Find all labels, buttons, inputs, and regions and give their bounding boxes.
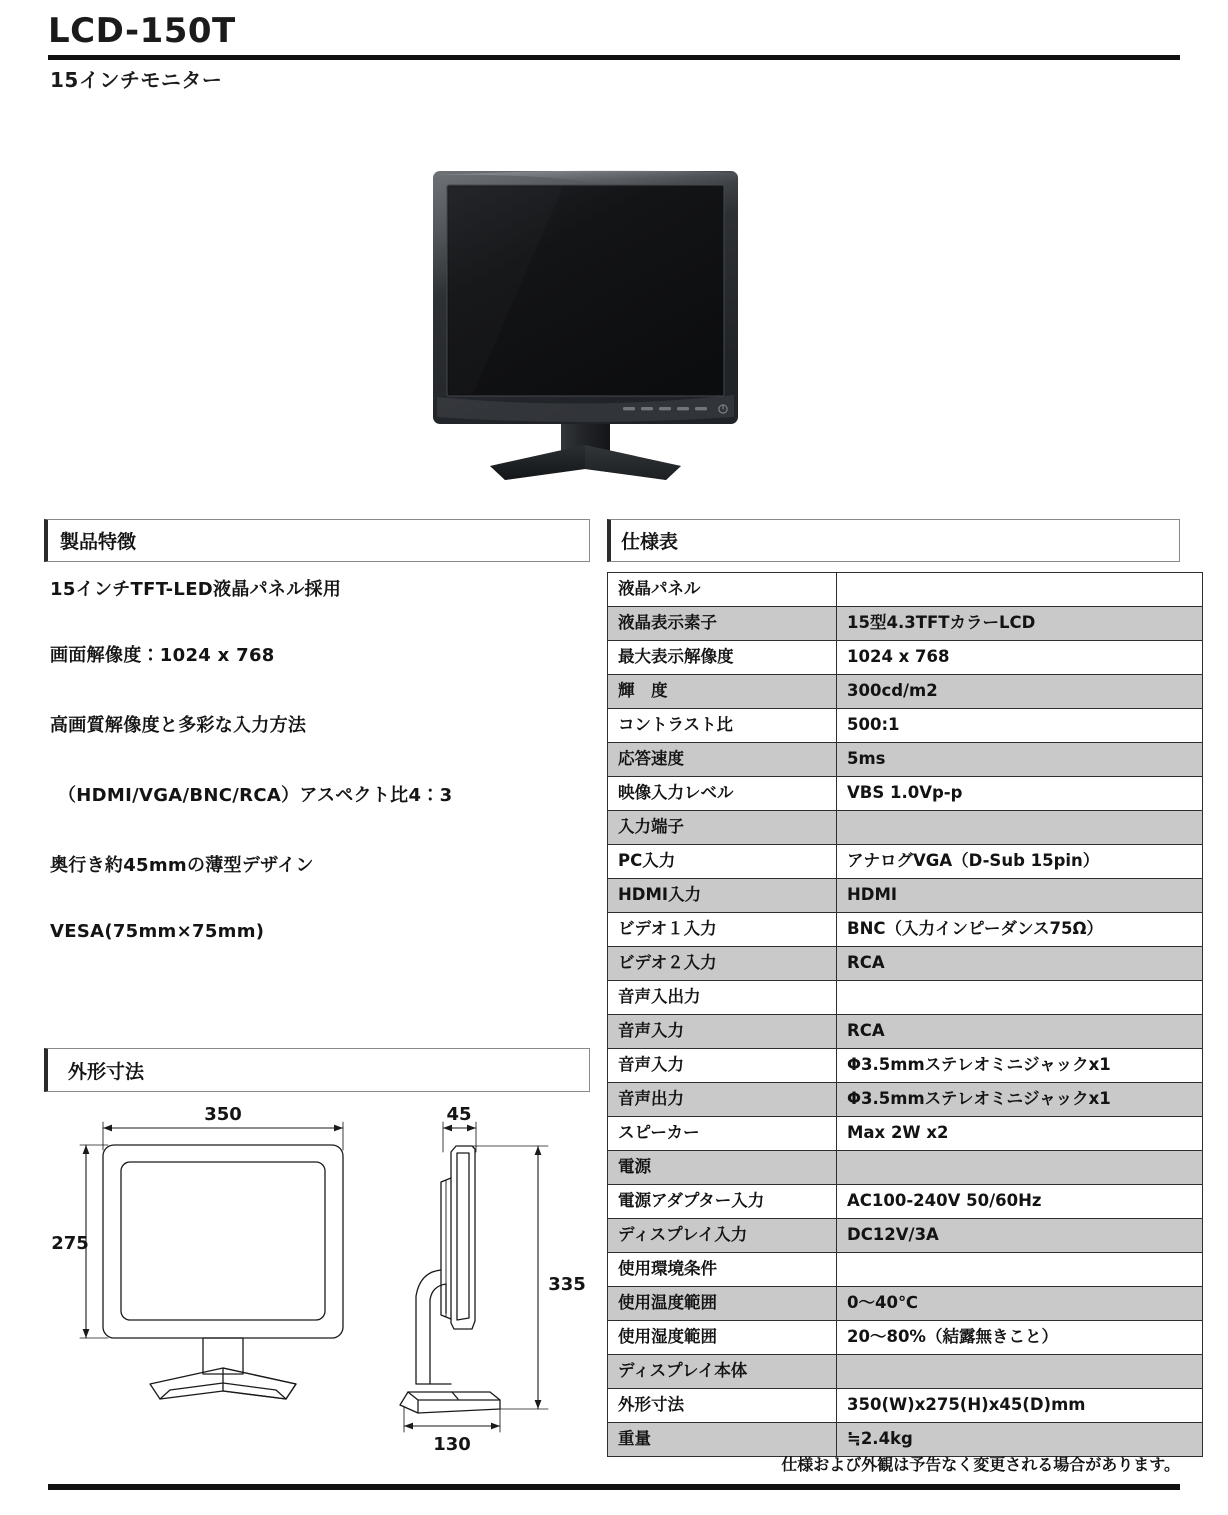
table-row (608, 981, 1203, 1015)
feature-item: 15インチTFT-LED液晶パネル採用 (50, 579, 342, 600)
title-divider-rule (48, 55, 1180, 60)
spec-disclaimer-note: 仕様および外観は予告なく変更される場合があります。 (781, 1455, 1180, 1474)
spec-value-cell: ≒2.4kg (837, 1423, 1203, 1457)
table-row (608, 1015, 1203, 1049)
spec-value-cell: VBS 1.0Vp-p (837, 777, 1203, 811)
features-list (50, 575, 595, 942)
spec-value-cell: 500:1 (837, 709, 1203, 743)
table-row (608, 1151, 1203, 1185)
table-row (608, 1287, 1203, 1321)
table-row (608, 845, 1203, 879)
table-row (608, 1355, 1203, 1389)
table-row (608, 913, 1203, 947)
monitor-photo-svg (413, 155, 773, 485)
section-header-dimensions-label: 外形寸法 (68, 1060, 145, 1083)
feature-item: 高画質解像度と多彩な入力方法 (50, 715, 307, 736)
dimension-label-front-height: 275 (51, 1233, 89, 1254)
spec-value-cell: 5ms (837, 743, 1203, 777)
spec-label-cell: 電源 (608, 1151, 837, 1185)
table-row (608, 641, 1203, 675)
table-row (608, 1389, 1203, 1423)
spec-value-cell (837, 1253, 1203, 1287)
spec-value-cell: Φ3.5mmステレオミニジャックx1 (837, 1049, 1203, 1083)
spec-label-cell: 応答速度 (608, 743, 837, 777)
spec-value-cell (837, 573, 1203, 607)
spec-value-cell (837, 811, 1203, 845)
feature-item: （HDMI/VGA/BNC/RCA）アスペクト比4：3 (58, 785, 453, 806)
spec-label-cell: 最大表示解像度 (608, 641, 837, 675)
spec-label-cell: HDMI入力 (608, 879, 837, 913)
spec-label-cell: 音声入力 (608, 1049, 837, 1083)
table-row (608, 675, 1203, 709)
spec-value-cell: RCA (837, 1015, 1203, 1049)
spec-label-cell: ビデオ１入力 (608, 913, 837, 947)
table-row (608, 1185, 1203, 1219)
dimension-label-base-depth: 130 (433, 1434, 471, 1455)
page-title: LCD-150T (48, 11, 236, 51)
spec-label-cell: 外形寸法 (608, 1389, 837, 1423)
dimension-drawing (48, 1100, 596, 1460)
spec-value-cell: BNC（入力インピーダンス75Ω） (837, 913, 1203, 947)
table-row (608, 709, 1203, 743)
spec-value-cell (837, 1151, 1203, 1185)
spec-label-cell: 音声出力 (608, 1083, 837, 1117)
spec-value-cell (837, 1355, 1203, 1389)
table-row (608, 879, 1203, 913)
dimension-label-side-height: 335 (548, 1274, 586, 1295)
spec-value-cell: 300cd/m2 (837, 675, 1203, 709)
spec-label-cell: 電源アダプター入力 (608, 1185, 837, 1219)
spec-label-cell: PC入力 (608, 845, 837, 879)
spec-label-cell: 使用湿度範囲 (608, 1321, 837, 1355)
footer-divider-rule (48, 1484, 1180, 1490)
spec-label-cell: スピーカー (608, 1117, 837, 1151)
table-row (608, 1083, 1203, 1117)
spec-value-cell: Φ3.5mmステレオミニジャックx1 (837, 1083, 1203, 1117)
table-row (608, 1219, 1203, 1253)
feature-item: 画面解像度：1024 x 768 (50, 645, 275, 666)
spec-value-cell: HDMI (837, 879, 1203, 913)
table-row (608, 777, 1203, 811)
table-row (608, 1321, 1203, 1355)
table-row (608, 573, 1203, 607)
spec-value-cell: 350(W)x275(H)x45(D)mm (837, 1389, 1203, 1423)
table-row (608, 1117, 1203, 1151)
spec-label-cell: 輝 度 (608, 675, 837, 709)
dimension-label-front-width: 350 (204, 1104, 242, 1125)
feature-item: 奥行き約45mmの薄型デザイン (50, 855, 314, 876)
feature-item: VESA(75mm×75mm) (50, 921, 265, 942)
spec-label-cell: 入力端子 (608, 811, 837, 845)
spec-value-cell: 20～80%（結露無きこと） (837, 1321, 1203, 1355)
spec-value-cell: Max 2W x2 (837, 1117, 1203, 1151)
title-block (48, 11, 1188, 51)
spec-value-cell: DC12V/3A (837, 1219, 1203, 1253)
table-row (608, 811, 1203, 845)
spec-value-cell (837, 981, 1203, 1015)
spec-label-cell: 映像入力レベル (608, 777, 837, 811)
spec-label-cell: 重量 (608, 1423, 837, 1457)
table-row (608, 947, 1203, 981)
spec-label-cell: 使用温度範囲 (608, 1287, 837, 1321)
spec-label-cell: ディスプレイ本体 (608, 1355, 837, 1389)
section-header-spec (607, 519, 1180, 562)
spec-label-cell: ディスプレイ入力 (608, 1219, 837, 1253)
section-header-dimensions (44, 1048, 590, 1092)
spec-value-cell: アナログVGA（D-Sub 15pin） (837, 845, 1203, 879)
table-row (608, 607, 1203, 641)
spec-value-cell: AC100-240V 50/60Hz (837, 1185, 1203, 1219)
spec-label-cell: 音声入出力 (608, 981, 837, 1015)
product-photo (413, 155, 773, 485)
section-header-features (44, 519, 590, 562)
spec-value-cell: RCA (837, 947, 1203, 981)
spec-label-cell: コントラスト比 (608, 709, 837, 743)
spec-label-cell: 音声入力 (608, 1015, 837, 1049)
spec-value-cell: 0～40℃ (837, 1287, 1203, 1321)
page-subtitle: 15インチモニター (50, 68, 223, 92)
specification-table (607, 572, 1203, 1457)
section-header-spec-label: 仕様表 (621, 531, 679, 553)
spec-value-cell: 15型4.3TFTカラーLCD (837, 607, 1203, 641)
spec-value-cell: 1024 x 768 (837, 641, 1203, 675)
spec-label-cell: 使用環境条件 (608, 1253, 837, 1287)
table-row (608, 743, 1203, 777)
spec-label-cell: ビデオ２入力 (608, 947, 837, 981)
table-row (608, 1253, 1203, 1287)
spec-label-cell: 液晶表示素子 (608, 607, 837, 641)
section-header-features-label: 製品特徴 (60, 531, 137, 553)
dimension-label-side-depth: 45 (446, 1104, 472, 1125)
dimension-drawing-svg (48, 1100, 596, 1460)
table-row (608, 1049, 1203, 1083)
spec-label-cell: 液晶パネル (608, 573, 837, 607)
